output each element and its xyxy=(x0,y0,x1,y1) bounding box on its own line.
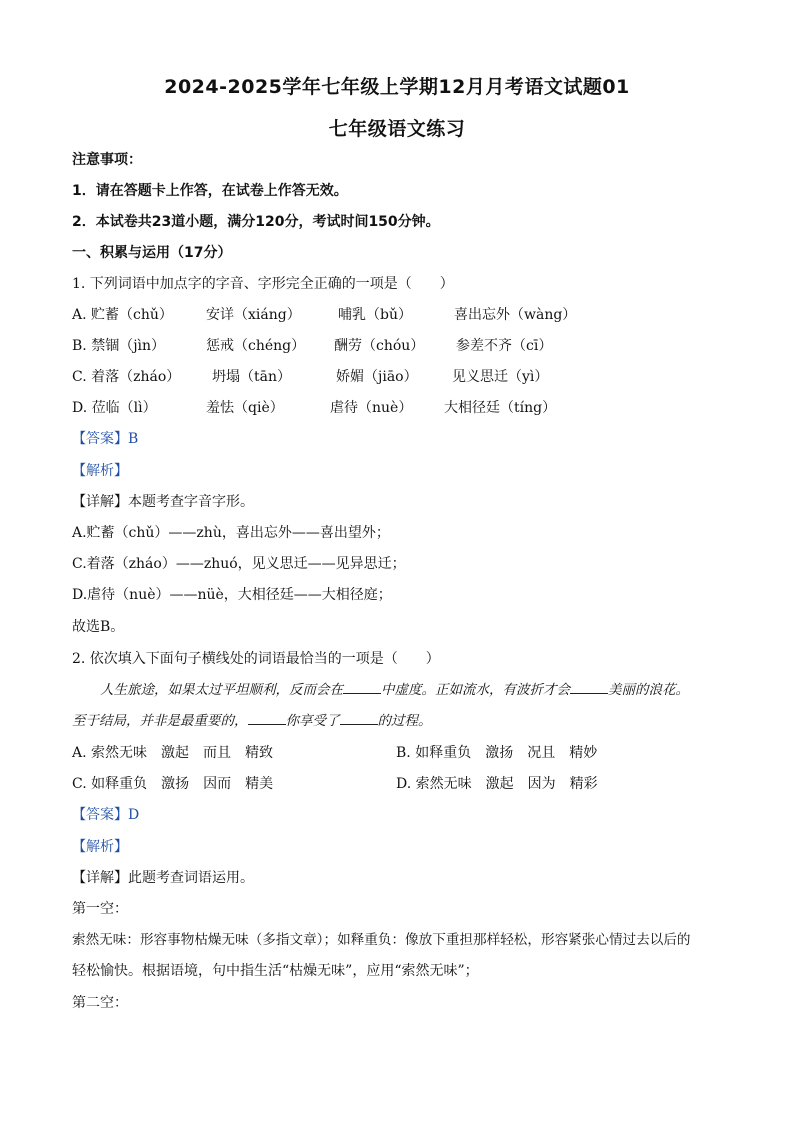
passage-text: 的过程。 xyxy=(377,713,432,729)
q2-blank-2-label: 第二空： xyxy=(72,995,128,1011)
q2-answer: 【答案】D xyxy=(72,807,140,823)
q2-option-c: C. 如释重负 激扬 因而 精美 xyxy=(72,776,274,792)
fill-blank-1 xyxy=(343,681,381,694)
notice-heading: 注意事项： xyxy=(72,152,142,168)
passage-text: 人生旅途，如果太过平坦顺利，反而会在 xyxy=(100,682,343,698)
q1-explain-d: D.虐待（nuè）——nüè，大相径廷——大相径庭； xyxy=(72,587,392,603)
q1-option-d-4: 大相径廷（tíng） xyxy=(444,400,557,416)
q2-passage-line-2 xyxy=(72,712,732,730)
q2-explain-line-1: 索然无味：形容事物枯燥无味（多指文章）；如释重负：像放下重担那样轻松，形容紧张心情过去以后的 xyxy=(72,932,691,948)
q1-option-a-4: 喜出忘外（wàng） xyxy=(454,307,577,323)
q1-option-b-4: 参差不齐（cī） xyxy=(456,338,553,354)
q1-option-d-3: 虐待（nuè） xyxy=(330,400,413,416)
q1-option-a-1: A. 贮蓄（chǔ） xyxy=(72,307,173,323)
q1-option-d-1: D. 莅临（lì） xyxy=(72,400,157,416)
passage-text: 中虚度。正如流水，有波折才会 xyxy=(381,682,570,698)
q2-passage-line-1 xyxy=(100,681,760,699)
q2-option-a: A. 索然无味 激起 而且 精致 xyxy=(72,745,274,761)
q2-explain-line-2: 轻松愉快。根据语境，句中指生活“枯燥无味”，应用“索然无味”； xyxy=(72,963,479,979)
q2-blank-1-label: 第一空： xyxy=(72,901,128,917)
fill-blank-2 xyxy=(570,681,608,694)
q1-option-b-1: B. 禁锢（jìn） xyxy=(72,338,166,354)
q1-option-b-2: 惩戒（chéng） xyxy=(206,338,306,354)
section-heading: 一、积累与运用（17分） xyxy=(72,245,232,261)
q1-answer: 【答案】B xyxy=(72,431,139,447)
q1-option-a-3: 哺乳（bǔ） xyxy=(338,307,412,323)
q1-option-c-1: C. 着落（zháo） xyxy=(72,369,181,385)
passage-text: 至于结局，并非是最重要的， xyxy=(72,713,248,729)
q1-explain-c: C.着落（zháo）——zhuó，见义思迁——见异思迁； xyxy=(72,556,406,572)
q1-explain-a: A.贮蓄（chǔ）——zhù，喜出忘外——喜出望外； xyxy=(72,525,390,541)
q1-analysis: 【解析】 xyxy=(72,463,128,479)
page-subtitle: 七年级语文练习 xyxy=(328,118,466,140)
notice-item-1: 1．请在答题卡上作答，在试卷上作答无效。 xyxy=(72,183,348,199)
passage-text: 美丽的浪花。 xyxy=(608,682,689,698)
q1-option-c-4: 见义思迁（yì） xyxy=(452,369,549,385)
q1-option-c-3: 娇媚（jiāo） xyxy=(336,369,418,385)
q1-option-c-2: 坍塌（tān） xyxy=(212,369,291,385)
page-title: 2024-2025学年七年级上学期12月月考语文试题01 xyxy=(164,76,630,98)
notice-item-2: 2．本试卷共23道小题，满分120分，考试时间150分钟。 xyxy=(72,214,440,230)
q2-detail: 【详解】此题考查词语运用。 xyxy=(72,870,254,886)
q2-stem: 2. 依次填入下面句子横线处的词语最恰当的一项是（ ） xyxy=(72,651,440,667)
fill-blank-3 xyxy=(248,712,286,725)
q1-option-b-3: 酬劳（chóu） xyxy=(334,338,425,354)
q2-option-d: D. 索然无味 激起 因为 精彩 xyxy=(396,776,598,792)
q1-option-d-2: 羞怯（qiè） xyxy=(206,400,284,416)
q1-option-a-2: 安详（xiáng） xyxy=(206,307,301,323)
q2-analysis: 【解析】 xyxy=(72,839,128,855)
q2-option-b: B. 如释重负 激扬 况且 精妙 xyxy=(396,745,598,761)
q1-detail: 【详解】本题考查字音字形。 xyxy=(72,494,254,510)
passage-text: 你享受了 xyxy=(285,713,340,729)
fill-blank-4 xyxy=(340,712,378,725)
q1-conclusion: 故选B。 xyxy=(72,619,125,635)
q1-stem: 1. 下列词语中加点字的字音、字形完全正确的一项是（ ） xyxy=(72,276,454,292)
